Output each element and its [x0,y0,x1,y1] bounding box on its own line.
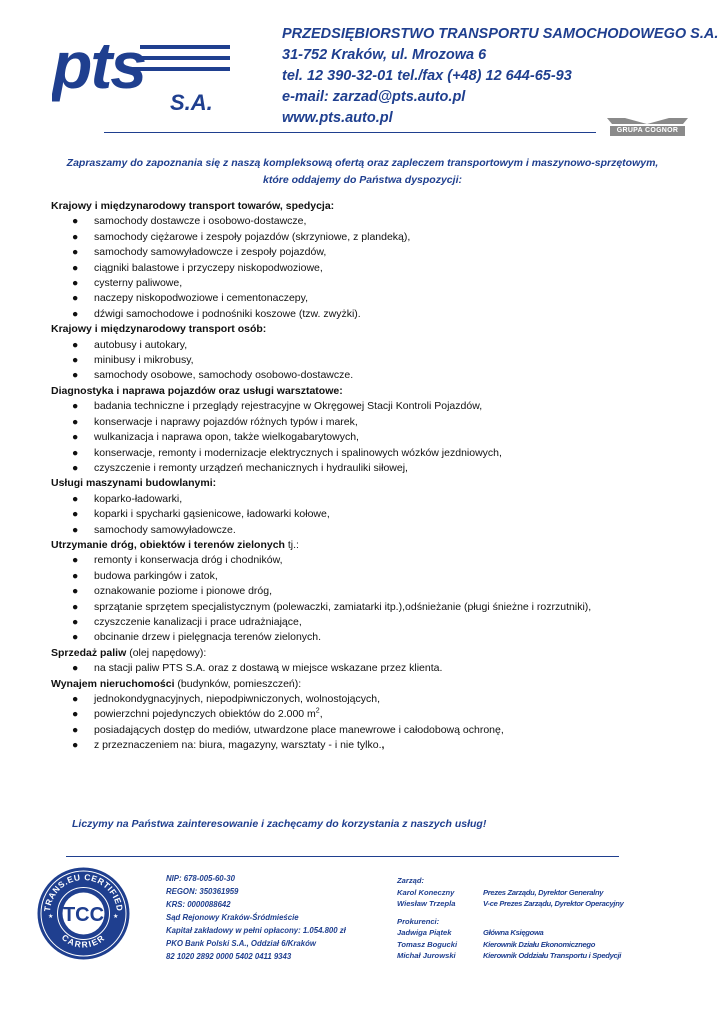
company-registration-info [166,872,346,963]
regon: REGON: 350361959 [166,887,239,896]
closing-text: Liczymy na Państwa zainteresowanie i zachęcamy do korzystania z naszych usług! [72,818,487,830]
list-item: ● dźwigi samochodowe i podnośniki koszowe (tzw. zwyżki). [72,307,361,320]
company-name: PRZEDSIĘBIORSTWO TRANSPORTU SAMOCHODOWEGO S.A. [282,26,719,42]
section-title: Krajowy i międzynarodowy transport towarów, spedycja: [51,200,335,212]
svg-text:CARRIER: CARRIER [59,932,108,950]
group-label: GRUPA COGNOR [616,127,679,134]
list-item: ● jednokondygnacyjnych, niepodpiwniczonych, wolnostojących, [72,693,381,705]
section-title: Diagnostyka i naprawa pojazdów oraz usługi warsztatowe: [51,384,343,397]
section-title: Usługi maszynami budowlanymi: [51,477,217,490]
section-title: Utrzymanie dróg, obiektów i terenów zielonych tj.: [51,538,299,551]
list-item: ● ciągniki balastowe i przyczepy niskopodwoziowe, [72,261,323,274]
list-item: ● autobusy i autokary, [72,338,188,351]
krs: KRS: 0000088642 [166,900,231,909]
list-item: ● obcinanie drzew i pielęgnacja terenów zielonych. [72,631,322,644]
section-title: Sprzedaż paliw (olej napędowy): [51,646,207,659]
proxy-member: Jadwiga Piątek Główna Księgowa [397,928,544,937]
company-email: e-mail: zarzad@pts.auto.pl [282,89,466,105]
list-item: ● czyszczenie kanalizacji i prace udrażniające, [72,615,302,628]
nip: NIP: 678-005-60-30 [166,874,235,883]
bank: PKO Bank Polski S.A., Oddział 6/Kraków [166,939,316,948]
section-title: Krajowy i międzynarodowy transport osób: [51,323,267,336]
svg-text:TCC: TCC [62,904,105,926]
list-item: ● koparko-ładowarki, [72,492,183,505]
list-item: ● powierzchni pojedynczych obiektów do 2.000 $m^2$, [72,707,323,721]
footer-divider [66,856,619,857]
board-member: Wiesław Trzepla V-ce Prezes Zarządu, Dyrektor Operacyjny [397,899,624,908]
list-item: ● oznakowanie poziome i pionowe dróg, [72,585,273,598]
list-item: ● samochody samowyładowcze i zespoły pojazdów, [72,246,327,259]
section-passenger [51,322,691,384]
intro-line-1: Zapraszamy do zapoznania się z naszą kompleksową ofertą oraz zapleczem transportowym i maszynowo-sprzętowym, [66,157,659,169]
intro-text [60,155,665,189]
svg-text:TRANS.EU CERTIFIED: TRANS.EU CERTIFIED [41,871,126,913]
list-item: ● remonty i konserwacja dróg i chodników, [72,554,283,567]
section-road-maintenance [51,538,691,646]
company-header [282,24,718,129]
list-item: ● samochody ciężarowe i zespoły pojazdów (skrzyniowe, z plandeką), [72,230,411,243]
proxy-member: Michał Jurowski Kierownik Oddziału Transportu i Spedycji [397,951,622,960]
section-freight [51,199,691,322]
list-item: ● budowa parkingów i zatok, [72,569,218,582]
offer-sections [51,199,691,754]
intro-line-2: które oddajemy do Państwa dyspozycji: [263,174,462,186]
section-fuel [51,646,691,677]
list-item: ● na stacji paliw PTS S.A. oraz z dostawą w miejsce wskazane przez klienta. [72,662,443,675]
list-item: ● samochody dostawcze i osobowo-dostawcze, [72,215,307,228]
list-item: ● samochody samowyładowcze. [72,523,236,536]
list-item: ● koparki i spycharki gąsienicowe, ładowarki kołowe, [72,508,330,521]
section-real-estate [51,677,691,754]
company-address: 31-752 Kraków, ul. Mrozowa 6 [282,47,487,63]
section-title: Wynajem nieruchomości (budynków, pomieszczeń): [51,677,302,690]
list-item: ● konserwacje i naprawy pojazdów różnych typów i marek, [72,415,358,428]
list-item: ● samochody osobowe, samochody osobowo-dostawcze. [72,369,354,382]
list-item: ● cysterny paliwowe, [72,277,183,290]
logo-text: pts [52,30,145,102]
board-label: Zarząd: [397,876,425,885]
header-divider [104,132,596,133]
cognor-logo [605,118,690,144]
management-board [397,875,624,962]
board-member: Karol Koneczny Prezes Zarządu, Dyrektor Generalny [397,887,604,897]
list-item: ● czyszczenie i remonty urządzeń mechanicznych i hydrauliki siłowej, [72,461,408,474]
proxies-label: Prokurenci: [397,916,440,926]
list-item: ● konserwacje, remonty i modernizacje elektrycznych i spalinowych wózków jezdniowych, [72,446,502,459]
list-item: ● posiadających dostęp do mediów, utwardzone place manewrowe i całodobową ochronę, [72,723,504,736]
section-diagnostics [51,384,691,476]
list-item: ● wulkanizacja i naprawa opon, także wielkogabarytowych, [72,431,359,444]
svg-text:★: ★ [113,914,119,920]
svg-text:★: ★ [48,914,54,920]
pts-logo [52,30,232,116]
section-machinery [51,476,691,538]
list-item: ● minibusy i mikrobusy, [72,354,194,367]
company-phone: tel. 12 390-32-01 tel./fax (+48) 12 644-65-93 [282,68,572,84]
tcc-certified-badge [36,866,131,961]
company-website: www.pts.auto.pl [282,110,393,126]
list-item: ● z przeznaczeniem na: biura, magazyny, warsztaty - i nie tylko., [72,739,385,752]
capital: Kapitał zakładowy w pełni opłacony: 1.054.800 zł [166,926,346,935]
bank-account: 82 1020 2892 0000 5402 0411 9343 [166,952,292,961]
logo-suffix: S.A. [170,90,213,115]
list-item: ● badania techniczne i przeglądy rejestracyjne w Okręgowej Stacji Kontroli Pojazdów, [72,400,483,413]
proxy-member: Tomasz Bogucki Kierownik Działu Ekonomicznego [397,939,596,949]
list-item: ● sprzątanie sprzętem specjalistycznym (polewaczki, zamiatarki itp.),odśnieżanie (pługi śnieżne i rozrzutniki), [72,600,592,613]
court: Sąd Rejonowy Kraków-Śródmieście [166,913,299,922]
list-item: ● naczepy niskopodwoziowe i cementonaczepy, [72,292,309,305]
